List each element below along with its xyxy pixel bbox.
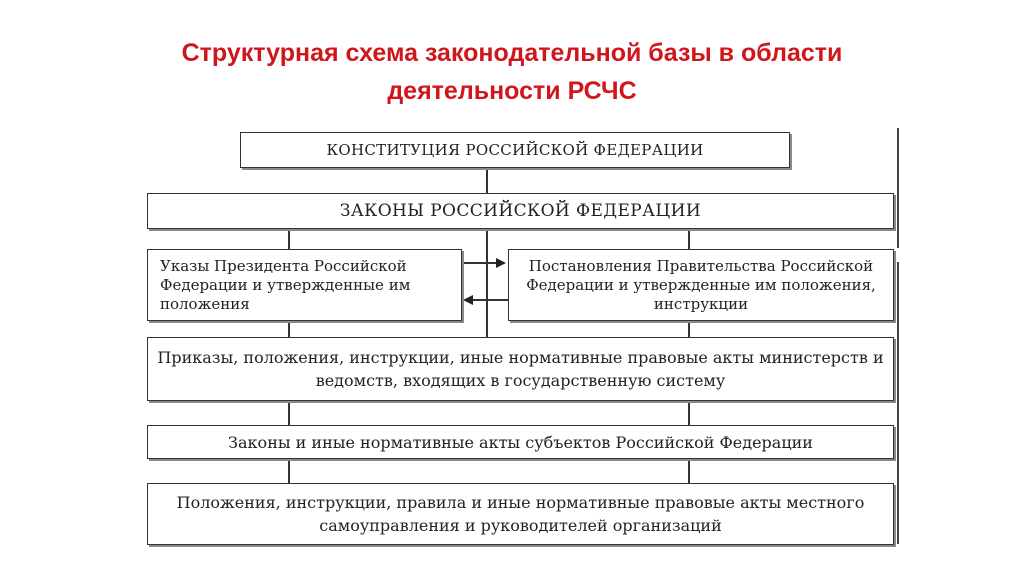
connector-laws-resolutions [688, 228, 690, 250]
laws-label: ЗАКОНЫ РОССИЙСКОЙ ФЕДЕРАЦИИ [339, 201, 702, 221]
constitution-label: КОНСТИТУЦИЯ РОССИЙСКОЙ ФЕДЕРАЦИИ [326, 141, 704, 159]
scan-edge-line-bottom [897, 262, 899, 544]
slide-title-line-2: деятельности РСЧС [387, 77, 637, 105]
resolutions-label-line-2: Федерации и утвержденные им положения, [526, 275, 876, 294]
connector-subjects-local-left [288, 458, 290, 484]
decrees-label-line-1: Указы Президента Российской [160, 256, 407, 275]
connector-ministry-subjects-right [688, 400, 690, 426]
arrow-to-decrees-shaft [472, 299, 508, 301]
ministry-acts-label-line-1: Приказы, положения, инструкции, иные нормативные правовые акты министерств и [157, 348, 884, 367]
decrees-label-line-2: Федерации и утвержденные им [160, 275, 411, 294]
arrow-to-decrees-icon [463, 295, 473, 305]
scan-edge-line-top [897, 128, 899, 248]
arrow-to-resolutions-shaft [462, 262, 498, 264]
ministry-acts-box [147, 337, 894, 401]
local-acts-box [147, 483, 894, 545]
connector-ministry-subjects-left [288, 400, 290, 426]
connector-resolutions-ministry [688, 320, 690, 338]
decrees-box [147, 249, 462, 321]
resolutions-label-line-3: инструкции [653, 294, 749, 313]
laws-box [147, 193, 894, 229]
connector-constitution-laws [486, 168, 488, 194]
constitution-box [240, 132, 790, 168]
resolutions-box [508, 249, 894, 321]
ministry-acts-label-line-2: ведомств, входящих в государственную систему [315, 371, 726, 390]
connector-subjects-local-right [688, 458, 690, 484]
slide-title-line-1: Структурная схема законодательной базы в области [181, 39, 843, 67]
local-acts-label-line-2: самоуправления и руководителей организаций [319, 516, 722, 535]
subject-laws-box [147, 425, 894, 459]
local-acts-label-line-1: Положения, инструкции, правила и иные нормативные правовые акты местного [176, 493, 865, 512]
decrees-label-line-3: положения [160, 294, 250, 313]
arrow-to-resolutions-icon [496, 258, 506, 268]
connector-center-trunk [486, 228, 488, 338]
connector-decrees-ministry [288, 320, 290, 338]
subject-laws-label: Законы и иные нормативные акты субъектов Российской Федерации [228, 432, 813, 452]
connector-laws-decrees [288, 228, 290, 250]
resolutions-label-line-1: Постановления Правительства Российской [528, 256, 874, 275]
slide-title [0, 34, 1024, 110]
